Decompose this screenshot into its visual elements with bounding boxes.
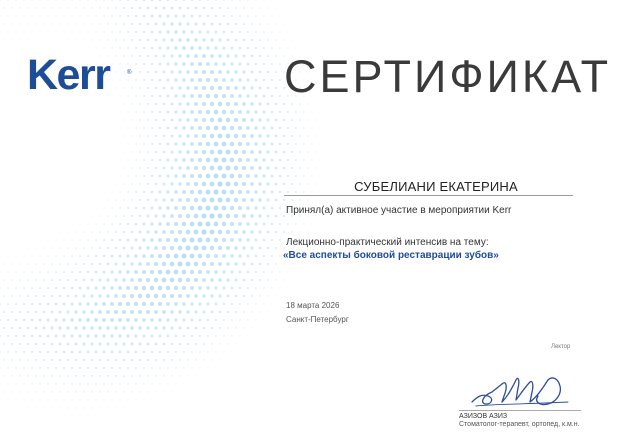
lecturer-name: АЗИЗОВ АЗИЗ — [459, 413, 508, 420]
event-intro: Лекционно-практический интенсив на тему: — [286, 237, 489, 248]
signature-line — [459, 410, 581, 411]
recipient-name: СУБЕЛИАНИ ЕКАТЕРИНА — [354, 179, 518, 194]
event-date: 18 марта 2026 — [286, 301, 340, 310]
registered-mark: ® — [127, 70, 132, 76]
signature-image — [468, 366, 578, 412]
recipient-underline — [284, 195, 573, 196]
event-topic: «Все аспекты боковой реставрации зубов» — [283, 250, 499, 261]
event-city: Санкт-Петербург — [286, 315, 349, 324]
lecturer-role: Лектор — [551, 344, 571, 350]
participation-text: Принял(а) активное участие в мероприятии Kerr — [286, 205, 512, 216]
certificate-title: СЕРТИФИКАТ — [284, 51, 612, 102]
kerr-logo: Kerr — [27, 51, 110, 99]
lecturer-title: Стоматолог-терапевт, ортопед, к.м.н. — [459, 421, 580, 428]
